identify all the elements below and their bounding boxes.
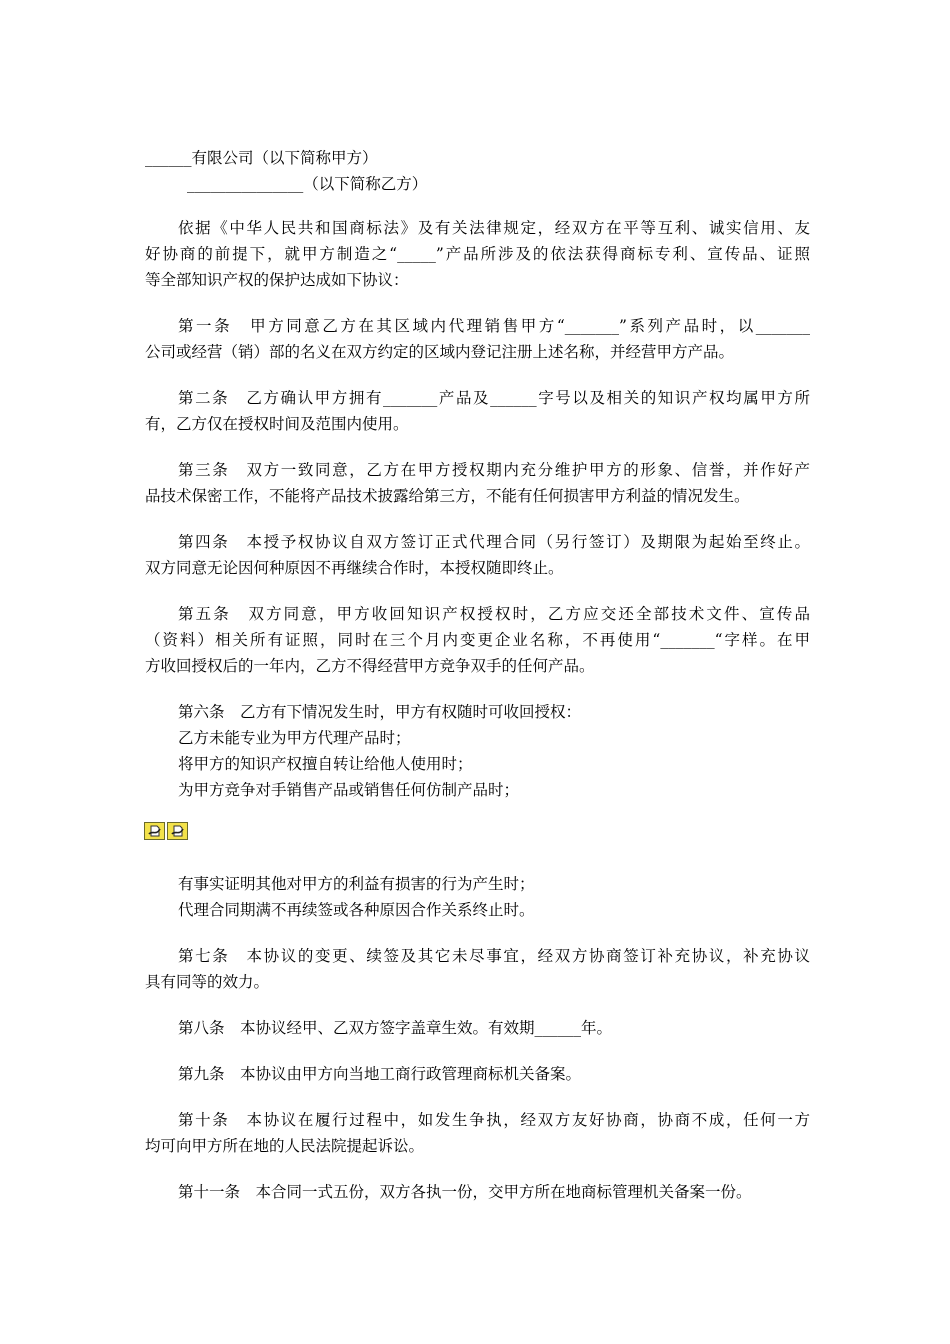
article-5-line-1: 第五条 双方同意，甲方收回知识产权授权时，乙方应交还全部技术文件、宣传品: [178, 605, 810, 623]
article-11-line: 第十一条 本合同一式五份，双方各执一份，交甲方所在地商标管理机关备案一份。: [178, 1183, 752, 1201]
article-8-line: 第八条 本协议经甲、乙双方签字盖章生效。有效期______年。: [178, 1019, 613, 1037]
document-link-icon[interactable]: [167, 822, 188, 840]
article-3-line-2: 品技术保密工作，不能将产品技术披露给第三方，不能有任何损害甲方利益的情况发生。: [145, 487, 750, 505]
article-3-line-1: 第三条 双方一致同意，乙方在甲方授权期内充分维护甲方的形象、信誉，并作好产: [178, 461, 810, 479]
article-5-line-2: （资料）相关所有证照，同时在三个月内变更企业名称，不再使用“_______“字样。在甲: [145, 631, 810, 649]
article-6-item-4: 有事实证明其他对甲方的利益有损害的行为产生时；: [178, 875, 535, 893]
article-7-line-2: 具有同等的效力。: [145, 973, 270, 991]
article-1-line-1: 第一条 甲方同意乙方在其区域内代理销售甲方“_______”系列产品时，以_______: [178, 317, 810, 335]
preamble-line-3: 等全部知识产权的保护达成如下协议：: [145, 271, 409, 289]
article-5-line-3: 方收回授权后的一年内，乙方不得经营甲方竞争双手的任何产品。: [145, 657, 595, 675]
article-4-line-2: 双方同意无论因何种原因不再继续合作时，本授权随即终止。: [145, 559, 564, 577]
article-4-line-1: 第四条 本授予权协议自双方签订正式代理合同（另行签订）及期限为起始至终止。: [178, 533, 810, 551]
article-6-item-5: 代理合同期满不再续签或各种原因合作关系终止时。: [178, 901, 535, 919]
preamble-line-2: 好协商的前提下，就甲方制造之“_____”产品所涉及的依法获得商标专利、宣传品、证照: [145, 245, 810, 263]
embedded-icons: [144, 822, 192, 842]
article-10-line-2: 均可向甲方所在地的人民法院提起诉讼。: [145, 1137, 425, 1155]
article-7-line-1: 第七条 本协议的变更、续签及其它未尽事宜，经双方协商签订补充协议，补充协议: [178, 947, 810, 965]
article-6-item-1: 乙方未能专业为甲方代理产品时；: [178, 729, 411, 747]
article-2-line-1: 第二条 乙方确认甲方拥有_______产品及______字号以及相关的知识产权均属甲方所: [178, 389, 810, 407]
preamble-line-1: 依据《中华人民共和国商标法》及有关法律规定，经双方在平等互利、诚实信用、友: [178, 219, 810, 237]
party-a-line: ______有限公司（以下简称甲方）: [145, 149, 378, 167]
article-10-line-1: 第十条 本协议在履行过程中，如发生争执，经双方友好协商，协商不成，任何一方: [178, 1111, 810, 1129]
document-link-icon[interactable]: [144, 822, 165, 840]
article-1-line-2: 公司或经营（销）部的名义在双方约定的区域内登记注册上述名称，并经营甲方产品。: [145, 343, 735, 361]
article-6-item-2: 将甲方的知识产权擅自转让给他人使用时；: [178, 755, 473, 773]
party-b-line: _______________（以下简称乙方）: [187, 175, 428, 193]
article-6-item-3: 为甲方竞争对手销售产品或销售任何仿制产品时；: [178, 781, 520, 799]
article-9-line: 第九条 本协议由甲方向当地工商行政管理商标机关备案。: [178, 1065, 582, 1083]
article-2-line-2: 有，乙方仅在授权时间及范围内使用。: [145, 415, 409, 433]
article-6-line-1: 第六条 乙方有下情况发生时，甲方有权随时可收回授权：: [178, 703, 582, 721]
